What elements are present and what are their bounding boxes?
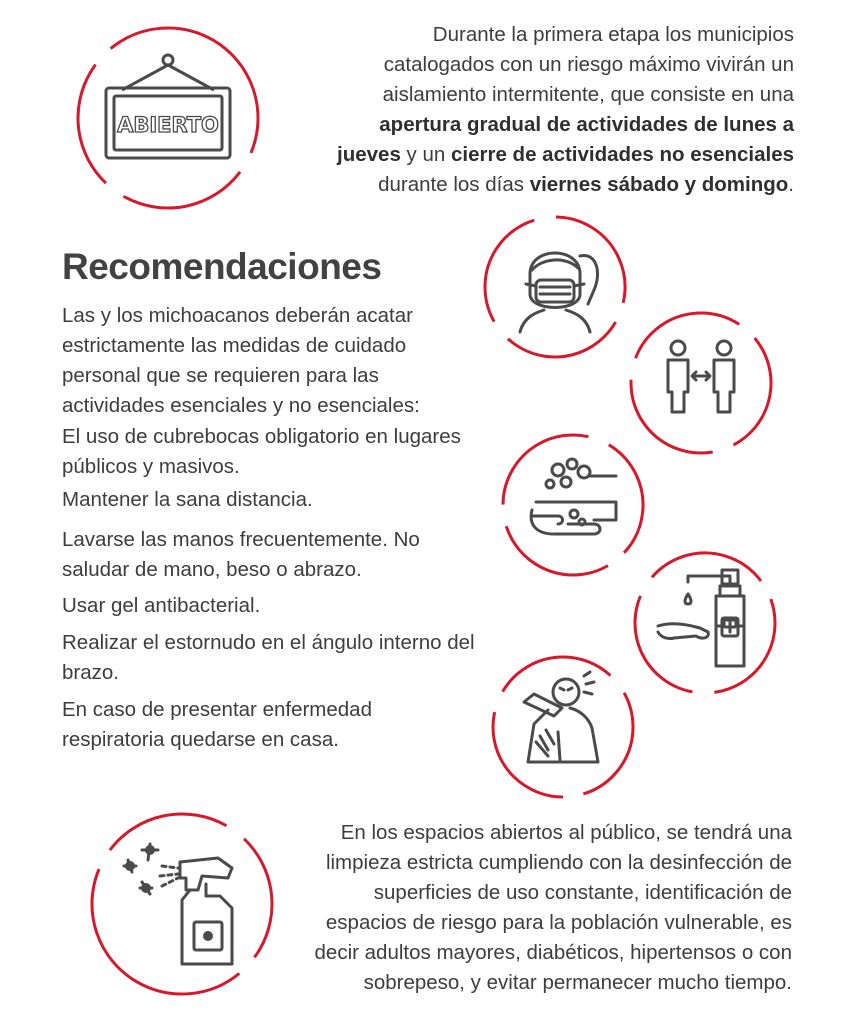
closing-paragraph: En los espacios abiertos al público, se tendrá una limpieza estricta cumpliendo con la desinfección de superficies de uso constante, identificación de espacios de riesgo para la población vulnerable, es decir adultos mayores, diabéticos, hipertensos o con sobrepeso, y evitar permanecer mucho tiempo. [314, 821, 792, 994]
sign-label: ABIERTO [117, 113, 219, 137]
recommendation-item: Mantener la sana distancia. [62, 488, 313, 511]
recommendations-title: Recomendaciones [62, 246, 382, 287]
intro-bold-2: cierre de actividades no esenciales [451, 143, 794, 166]
face-mask-icon [480, 212, 630, 362]
social-distance-icon [626, 308, 776, 458]
hand-sanitizer-icon [630, 548, 780, 698]
recommendation-item: Usar gel antibacterial. [62, 594, 261, 617]
open-sign-icon [68, 18, 268, 218]
recommendation-item: Lavarse las manos frecuentemente. No saludar de mano, beso o abrazo. [62, 528, 420, 581]
recommendation-item: En caso de presentar enfermedad respiratoria quedarse en casa. [62, 698, 372, 751]
intro-bold-1: apertura gradual de actividades de lunes a jueves [337, 113, 794, 166]
hand-washing-icon [498, 430, 648, 580]
recommendation-item: El uso de cubrebocas obligatorio en lugares públicos y masivos. [62, 425, 461, 478]
intro-text-4: . [788, 173, 794, 196]
disinfectant-spray-icon [82, 804, 282, 1004]
intro-bold-3: viernes sábado y domingo [529, 173, 789, 196]
intro-text-2: y un [400, 143, 451, 166]
intro-text-3: durante los días [378, 173, 530, 196]
intro-text-1: Durante la primera etapa los municipios catalogados con un riesgo máximo vivirán un aislamiento intermitente, que consiste en una [382, 23, 794, 106]
recommendations-lead: Las y los michoacanos deberán acatar estrictamente las medidas de cuidado personal que se requieren para las actividades esenciales y no esenciales: [62, 304, 420, 417]
sneeze-elbow-icon [488, 652, 638, 802]
intro-paragraph [318, 20, 794, 200]
recommendation-item: Realizar el estornudo en el ángulo interno del brazo. [62, 631, 475, 684]
